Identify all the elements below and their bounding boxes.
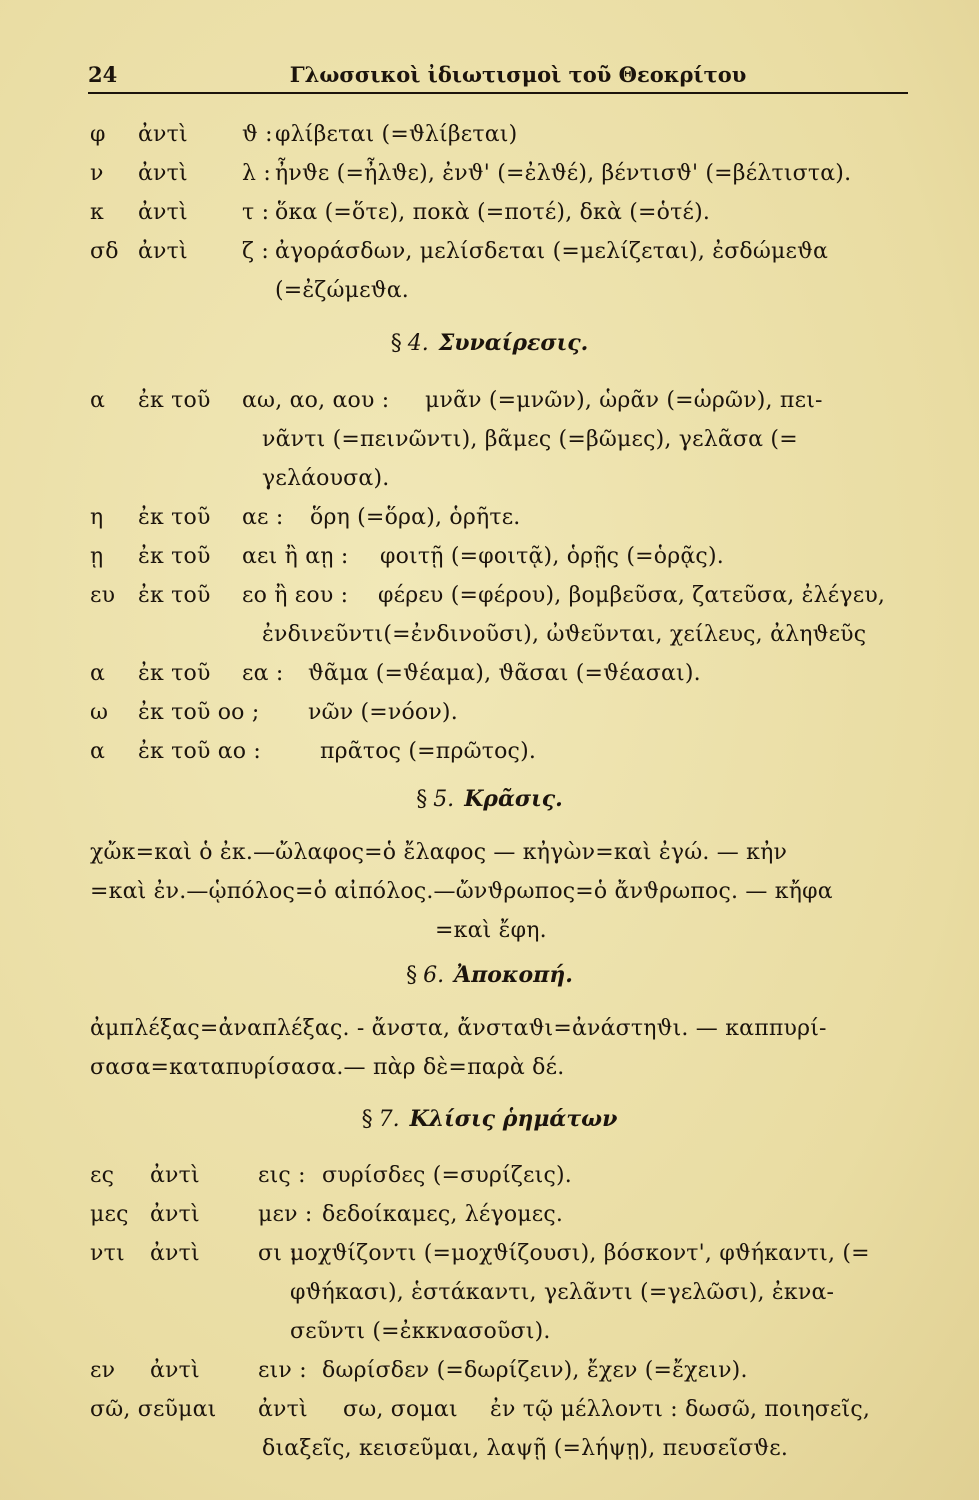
- section-heading-4: § 4. Συναίρεσις.: [390, 330, 589, 356]
- text-line: σεῦντι (=ἐκκνασοῦσι).: [290, 1319, 551, 1344]
- running-header: [88, 58, 908, 94]
- text-line: ἐνδινεῦντι(=ἐνδινοῦσι), ὠϑεῦνται, χείλευς, ἀληϑεῦς: [262, 622, 867, 647]
- text-line: φϑήκασι), ἑστάκαντι, γελᾶντι (=γελῶσι), ἐκνα-: [290, 1280, 835, 1305]
- text-line: γελάουσα).: [262, 466, 390, 491]
- section-heading-5: § 5. Κρᾶσις.: [416, 786, 563, 812]
- text-line: νᾶντι (=πεινῶντι), βᾶμες (=βῶμες), γελᾶσα (=: [262, 427, 798, 452]
- section-heading-6: § 6. Ἀποκοπή.: [406, 962, 573, 988]
- text-line: =καὶ ἔφη.: [435, 918, 547, 943]
- text-line: =καὶ ἐν.—ᾡπόλος=ὁ αἰπόλος.—ὤνϑρωπος=ὁ ἄνϑρωπος. — κἤφα: [90, 879, 833, 904]
- text-line: διαξεῖς, κεισεῦμαι, λαψῇ (=λήψῃ), πευσεῖσϑε.: [262, 1436, 789, 1461]
- text-line: σασα=καταπυρίσασα.— πὰρ δὲ=παρὰ δέ.: [90, 1055, 565, 1080]
- text-line: (=ἐζώμεϑα.: [275, 278, 409, 303]
- book-page: 24 Γλωσσικοὶ ἰδιωτισμοὶ τοῦ Θεοκρίτου φ ἀντὶ ϑ : φλίβεται (=ϑλίβεται) ν ἀντὶ λ : ἦνϑε (=ἦλϑε), ἐνϑ' (=ἐλϑέ), βέντισϑ' (=βέλτιστα). κ ἀντὶ τ : ὅκα (=ὅτε), ποκὰ (=ποτέ), δκὰ (=ὁτέ). σδ ἀντὶ ζ : ἀγοράσδων, μελίσδεται (=μελίζεται), ἐσδώμεϑα (=ἐζώμεϑα. § 4. Συναίρεσις. α ἐκ τοῦ αω, αο, αου : μνᾶν (=μνῶν), ὡρᾶν (=ὡρῶν), πει- νᾶντι (=πεινῶντι), βᾶμες (=βῶμες), γελᾶσα (= γελάουσα). η ἐκ τοῦ αε : ὅρη (=ὅρα), ὁρῆτε. ῃ ἐκ τοῦ αει ἢ αῃ : φοιτῇ (=φοιτᾷ), ὁρῇς (=ὁρᾷς). ευ ἐκ τοῦ εο ἢ εου : φέρευ (=φέρου), βομβεῦσα, ζατεῦσα, ἐλέγευ, ἐνδινεῦντι(=ἐνδινοῦσι), ὠϑεῦνται, χείλευς, ἀληϑεῦς α ἐκ τοῦ εα : ϑᾶμα (=ϑέαμα), ϑᾶσαι (=ϑέασαι). ω ἐκ τοῦ oo ; νῶν (=νόον). α ἐκ τοῦ αο : πρᾶτος (=πρῶτος). § 5. Κρᾶσις. χὤκ=καὶ ὁ ἐκ.—ὤλαφος=ὁ ἔλαφος — κἠγὼν=καὶ ἐγώ. — κἠν =καὶ ἐν.—ᾡπόλος=ὁ αἰπόλος.—ὤνϑρωπος=ὁ ἄνϑρωπος. — κἤφα =καὶ ἔφη. § 6. Ἀποκοπή. ἀμπλέξας=ἀναπλέξας. - ἄνστα, ἄνσταϑι=ἀνάστηϑι. — καππυρί- σασα=καταπυρίσασα.— πὰρ δὲ=παρὰ δέ. § 7. Κλίσις ῥημάτων ες ἀντὶ εις : συρίσδες (=συρίζεις). μες ἀντὶ μεν : δεδοίκαμες, λέγομες. ντι ἀντὶ σι : μοχϑίζοντι (=μοχϑίζουσι), βόσκοντ', φϑήκαντι, (= φϑήκασι), ἑστάκαντι, γελᾶντι (=γελῶσι), ἐκνα- σεῦντι (=ἐκκνασοῦσι). εν ἀντὶ ειν : δωρίσδεν (=δωρίζειν), ἔχεν (=ἔχειν). σῶ, σεῦμαι ἀντὶ σω, σομαι ἐν τῷ μέλλοντι : δωσῶ, ποιησεῖς, διαξεῖς, κεισεῦμαι, λαψῇ (=λήψῃ), πευσεῖσϑε.: [0, 0, 979, 1500]
- section-heading-7: § 7. Κλίσις ῥημάτων: [361, 1106, 618, 1132]
- running-title: Γλωσσικοὶ ἰδιωτισμοὶ τοῦ Θεοκρίτου: [289, 62, 747, 87]
- text-line: ἀμπλέξας=ἀναπλέξας. - ἄνστα, ἄνσταϑι=ἀνάστηϑι. — καππυρί-: [90, 1016, 827, 1041]
- text-line: χὤκ=καὶ ὁ ἐκ.—ὤλαφος=ὁ ἔλαφος — κἠγὼν=καὶ ἐγώ. — κἠν: [90, 840, 788, 865]
- page-number: 24: [88, 62, 118, 87]
